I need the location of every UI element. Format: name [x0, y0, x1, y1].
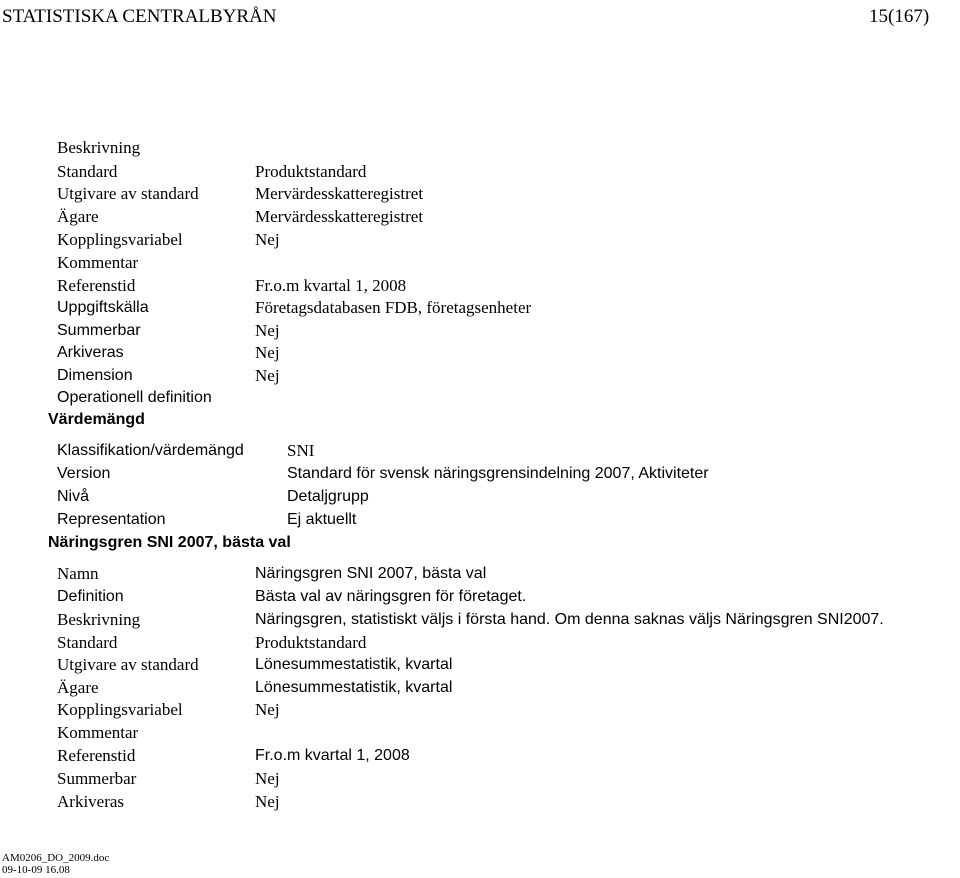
value-niva: Detaljgrupp [287, 488, 369, 505]
value-arkiveras-2: Nej [255, 792, 280, 811]
label-namn: Namn [57, 564, 99, 583]
label-utgivare: Utgivare av standard [57, 184, 199, 203]
page-number: 15(167) [869, 6, 930, 27]
footer-timestamp: 09-10-09 16.08 [2, 864, 70, 876]
label-agare-2: Ägare [57, 678, 99, 697]
header-org: STATISTISKA CENTRALBYRÅN [2, 6, 277, 27]
value-dimension: Nej [255, 366, 280, 385]
value-arkiveras: Nej [255, 343, 280, 362]
value-kopplingsvariabel: Nej [255, 230, 280, 249]
label-kopplingsvariabel: Kopplingsvariabel [57, 230, 183, 249]
label-summerbar-2: Summerbar [57, 769, 137, 788]
value-summerbar-2: Nej [255, 769, 280, 788]
label-arkiveras: Arkiveras [57, 344, 124, 361]
value-utgivare: Mervärdesskatteregistret [255, 184, 424, 203]
value-namn: Näringsgren SNI 2007, bästa val [255, 565, 487, 582]
label-representation: Representation [57, 511, 166, 528]
value-uppgiftskalla: Företagsdatabasen FDB, företagsenheter [255, 298, 532, 317]
label-dimension: Dimension [57, 367, 133, 384]
label-niva: Nivå [57, 488, 90, 505]
value-standard: Produktstandard [255, 162, 367, 181]
value-representation: Ej aktuellt [287, 511, 357, 528]
label-arkiveras-2: Arkiveras [57, 792, 125, 811]
label-referenstid-2: Referenstid [57, 746, 136, 765]
label-agare: Ägare [57, 207, 99, 226]
value-summerbar: Nej [255, 321, 280, 340]
value-version: Standard för svensk näringsgrensindelning 2007, Aktiviteter [287, 465, 709, 482]
value-referenstid: Fr.o.m kvartal 1, 2008 [255, 276, 407, 295]
label-referenstid: Referenstid [57, 276, 136, 295]
label-uppgiftskalla: Uppgiftskälla [57, 299, 149, 316]
footer-filename: AM0206_DO_2009.doc [2, 852, 110, 864]
value-klassifikation: SNI [287, 441, 315, 460]
value-standard-2: Produktstandard [255, 633, 367, 652]
label-standard: Standard [57, 162, 118, 181]
label-kommentar-2: Kommentar [57, 723, 139, 742]
label-summerbar: Summerbar [57, 322, 141, 339]
label-beskrivning: Beskrivning [57, 138, 141, 157]
label-version: Version [57, 465, 111, 482]
value-definition: Bästa val av näringsgren för företaget. [255, 588, 527, 605]
heading-vardemangd: Värdemängd [48, 411, 145, 428]
label-standard-2: Standard [57, 633, 118, 652]
value-agare-2: Lönesummestatistik, kvartal [255, 679, 453, 696]
value-referenstid-2: Fr.o.m kvartal 1, 2008 [255, 747, 410, 764]
label-kopplingsvariabel-2: Kopplingsvariabel [57, 700, 183, 719]
label-definition: Definition [57, 588, 124, 605]
value-utgivare-2: Lönesummestatistik, kvartal [255, 656, 453, 673]
label-utgivare-2: Utgivare av standard [57, 655, 199, 674]
value-agare: Mervärdesskatteregistret [255, 207, 424, 226]
heading-naringsgren: Näringsgren SNI 2007, bästa val [48, 534, 291, 551]
label-klassifikation: Klassifikation/värdemängd [57, 442, 244, 459]
value-kopplingsvariabel-2: Nej [255, 700, 280, 719]
value-beskrivning-2: Näringsgren, statistiskt väljs i första hand. Om denna saknas väljs Näringsgren SNI2007. [255, 611, 884, 628]
label-operationell-definition: Operationell definition [57, 389, 212, 406]
label-kommentar: Kommentar [57, 253, 139, 272]
label-beskrivning-2: Beskrivning [57, 610, 141, 629]
